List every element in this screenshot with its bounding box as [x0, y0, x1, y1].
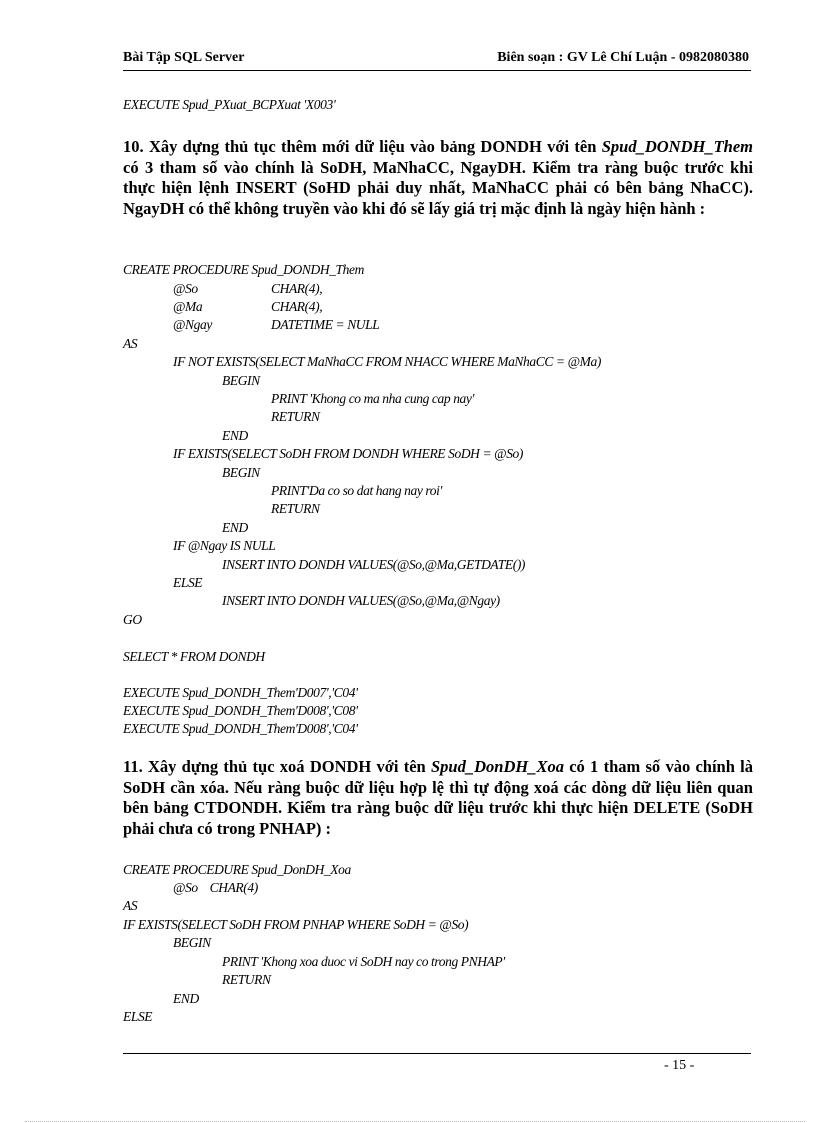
section-10-intro: 10. Xây dựng thủ tục thêm mới dữ liệu vào bảng DONDH với tên — [123, 137, 602, 156]
section-11-description: có 1 tham số vào chính là SoDH cần xóa. Nếu ràng buộc dữ liệu hợp lệ thì tự động xoá các dòng dữ liệu liên quan bên bảng CTDONDH. Kiểm tra ràng buộc dữ liệu trước khi thực hiện DELETE (SoDH phải chưa có trong PNHAP) : — [123, 757, 753, 838]
code-line: END — [222, 428, 248, 443]
section-10-procedure-name: Spud_DONDH_Them — [601, 137, 753, 156]
page-number: - 15 - — [664, 1058, 695, 1073]
code-line: AS — [123, 898, 138, 913]
header-title: Bài Tập SQL Server — [123, 50, 245, 65]
code-line: BEGIN — [222, 465, 260, 480]
code-line: BEGIN — [222, 373, 260, 388]
code-line: EXECUTE Spud_DONDH_Them'D008','C08' — [123, 703, 358, 718]
code-line: CREATE PROCEDURE Spud_DonDH_Xoa — [123, 862, 351, 877]
code-line: RETURN — [222, 972, 271, 987]
code-param-name: @So — [173, 281, 198, 296]
section-10-text — [123, 137, 753, 219]
section-11-text — [123, 757, 753, 839]
code-line: GO — [123, 612, 142, 627]
code-line: BEGIN — [173, 935, 211, 950]
header-author: Biên soạn : GV Lê Chí Luận - 0982080380 — [497, 50, 749, 65]
page-edge-divider — [25, 1121, 805, 1122]
code-param-type: CHAR(4), — [271, 281, 323, 296]
code-line: CREATE PROCEDURE Spud_DONDH_Them — [123, 262, 364, 277]
section-10-description: có 3 tham số vào chính là SoDH, MaNhaCC, NgayDH. Kiểm tra ràng buộc trước khi thực hiện lệnh INSERT (SoHD phải duy nhất, MaNhaCC phải có bên bảng NhaCC). NgayDH có thể không truyền vào khi đó sẽ lấy giá trị mặc định là ngày hiện hành : — [123, 157, 753, 218]
code-param-name: @Ngay — [173, 317, 212, 332]
code-param-name: @Ma — [173, 299, 203, 314]
code-line: PRINT 'Khong xoa duoc vi SoDH nay co trong PNHAP' — [222, 954, 505, 969]
code-line: RETURN — [271, 409, 320, 424]
section-11-procedure-name: Spud_DonDH_Xoa — [431, 757, 564, 776]
code-line: IF EXISTS(SELECT SoDH FROM PNHAP WHERE SoDH = @So) — [123, 917, 469, 932]
code-line: RETURN — [271, 501, 320, 516]
code-line: AS — [123, 336, 138, 351]
page-header — [123, 50, 751, 71]
code-line: ELSE — [173, 575, 203, 590]
code-line: PRINT'Da co so dat hang nay roi' — [271, 483, 442, 498]
section-11-intro: 11. Xây dựng thủ tục xoá DONDH với tên — [123, 757, 431, 776]
code-line: IF @Ngay IS NULL — [173, 538, 276, 553]
code-param-type: CHAR(4), — [271, 299, 323, 314]
code-line: END — [173, 991, 199, 1006]
code-line: EXECUTE Spud_PXuat_BCPXuat 'X003' — [123, 97, 336, 112]
code-line: PRINT 'Khong co ma nha cung cap nay' — [271, 391, 474, 406]
code-line: END — [222, 520, 248, 535]
footer-divider — [123, 1053, 751, 1054]
code-line: INSERT INTO DONDH VALUES(@So,@Ma,GETDATE()) — [222, 557, 526, 572]
code-line: EXECUTE Spud_DONDH_Them'D007','C04' — [123, 685, 358, 700]
code-line: ELSE — [123, 1009, 153, 1024]
code-line: INSERT INTO DONDH VALUES(@So,@Ma,@Ngay) — [222, 593, 500, 608]
code-line: IF EXISTS(SELECT SoDH FROM DONDH WHERE SoDH = @So) — [173, 446, 523, 461]
code-line: SELECT * FROM DONDH — [123, 649, 265, 664]
code-param-type: DATETIME = NULL — [271, 317, 380, 332]
code-line: IF NOT EXISTS(SELECT MaNhaCC FROM NHACC WHERE MaNhaCC = @Ma) — [173, 354, 601, 369]
code-line: EXECUTE Spud_DONDH_Them'D008','C04' — [123, 721, 358, 736]
code-line: @So CHAR(4) — [173, 880, 258, 895]
